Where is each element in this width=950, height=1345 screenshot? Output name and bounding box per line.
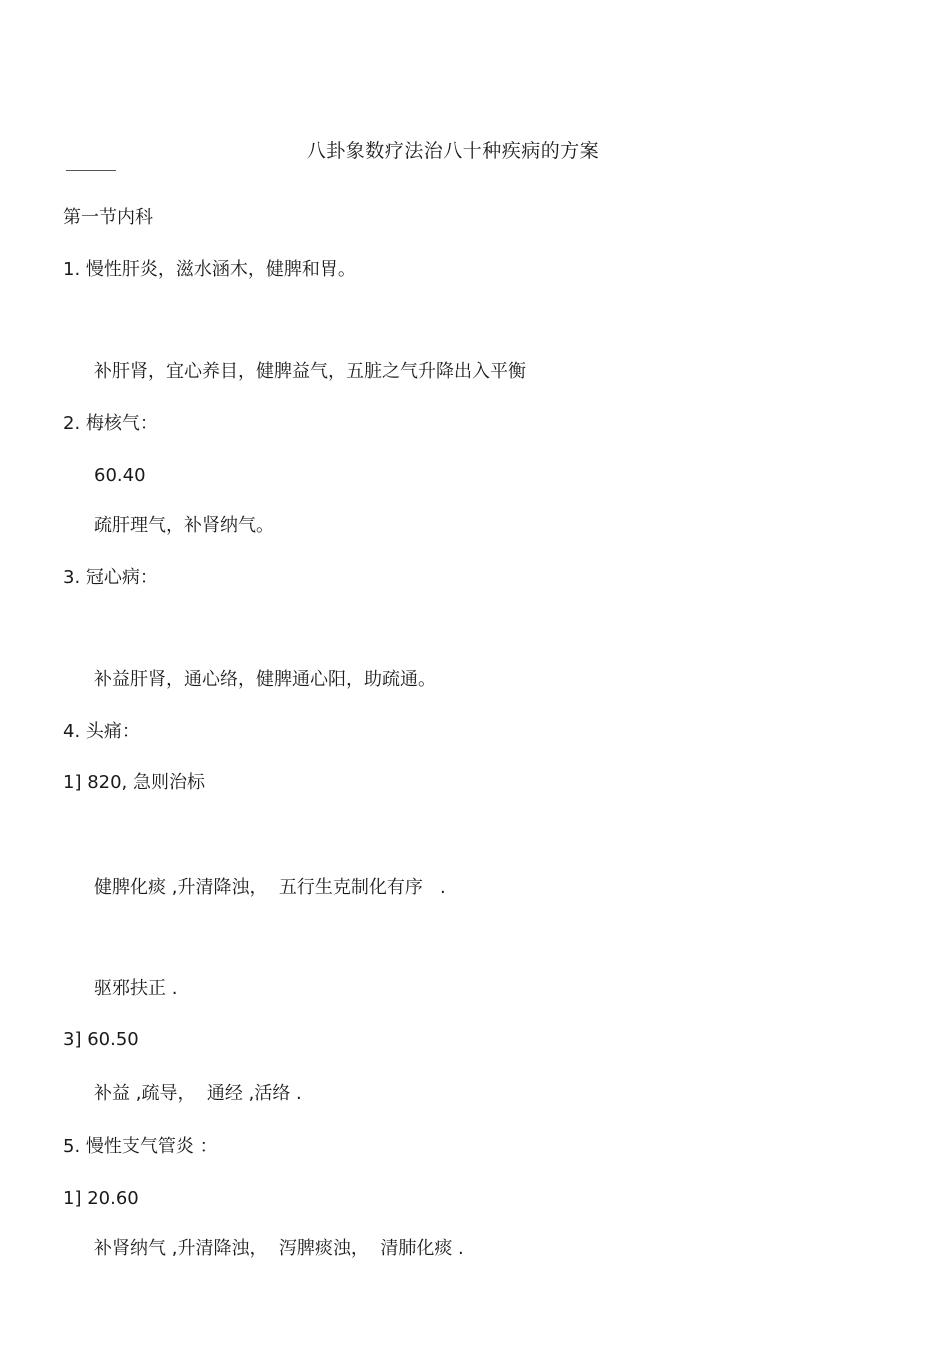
item-3-heading: 3. 冠心病： <box>63 567 158 588</box>
item-4-sub-1: 1] 820, 急则治标 <box>63 772 205 793</box>
section-heading: 第一节内科 <box>63 207 153 228</box>
item-4-text-3: 补益 ,疏导， 通经 ,活络 . <box>94 1083 302 1104</box>
item-3-text: 补益肝肾，通心络，健脾通心阳，助疏通。 <box>94 669 436 690</box>
item-2-text: 疏肝理气，补肾纳气。 <box>94 515 274 536</box>
item-5-text: 补肾纳气 ,升清降浊， 泻脾痰浊， 清肺化痰 . <box>94 1238 464 1259</box>
item-1-text: 补肝肾，宜心养目，健脾益气，五脏之气升降出入平衡 <box>94 361 526 382</box>
item-4-heading: 4. 头痛： <box>63 721 140 742</box>
item-5-heading: 5. 慢性支气管炎 ： <box>63 1136 218 1157</box>
document-title: 八卦象数疗法治八十种疾病的方案 <box>306 140 600 162</box>
item-2-heading: 2. 梅核气： <box>63 413 158 434</box>
item-5-sub-1: 1] 20.60 <box>63 1188 139 1209</box>
item-4-text-1: 健脾化痰 ,升清降浊， 五行生克制化有序 . <box>94 877 446 898</box>
item-4-sub-3: 3] 60.50 <box>63 1029 139 1050</box>
item-2-code: 60.40 <box>94 465 146 486</box>
short-rule-divider <box>66 170 116 171</box>
item-4-text-2: 驱邪扶正 . <box>94 978 178 999</box>
item-1-heading: 1. 慢性肝炎，滋水涵木，健脾和胃。 <box>63 259 356 280</box>
